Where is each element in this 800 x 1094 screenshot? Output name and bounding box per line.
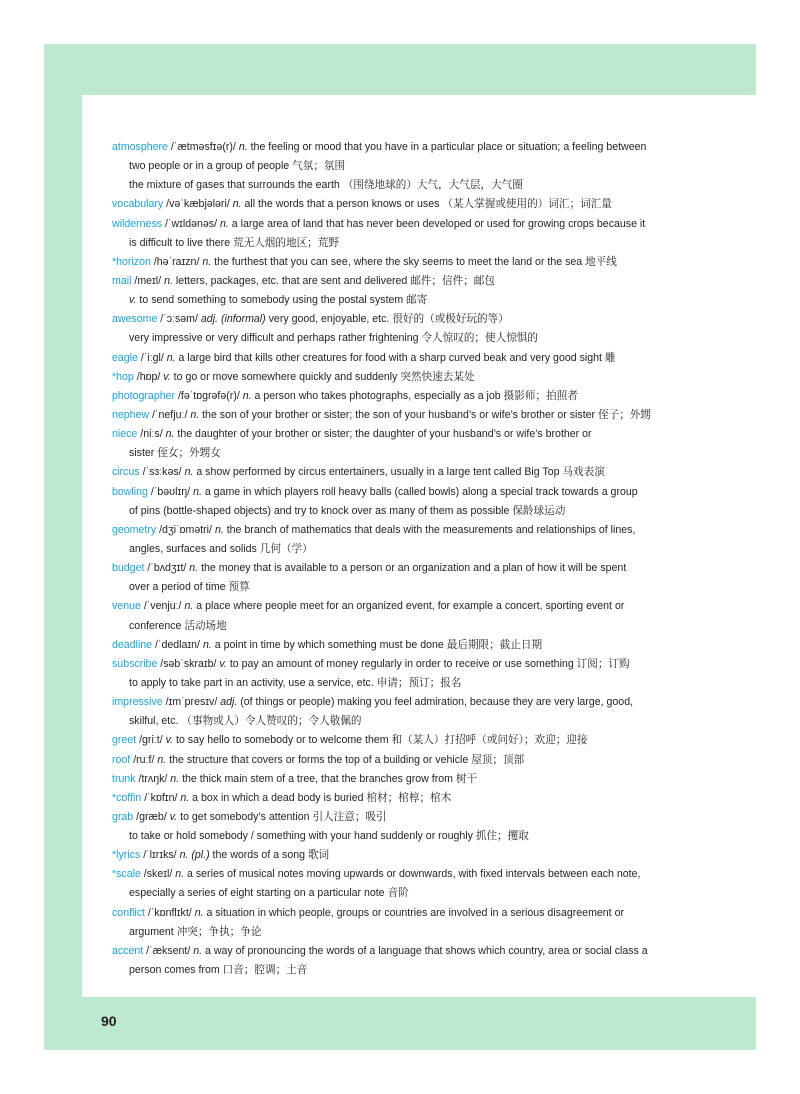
definition: a large area of land that has never been developed or used for growing crops because it [228, 217, 646, 230]
vocab-entry [112, 846, 682, 865]
definition: to say hello to somebody or to welcome them 和（某人）打招呼（或问好）；欢迎；迎接 [173, 734, 588, 747]
definition: to go or move somewhere quickly and suddenly 突然快速去某处 [170, 370, 475, 383]
definition: a series of musical notes moving upwards or downwards, with fixed intervals between each note, [184, 868, 641, 881]
phonetic: /ˈiːgl/ [137, 351, 167, 364]
definition: the thick main stem of a tree, that the branches grow from 树干 [179, 772, 478, 785]
definition: to pay an amount of money regularly in order to receive or use something 订阅；订购 [226, 657, 630, 670]
phonetic: /ˈkɒnflɪkt/ [144, 906, 195, 919]
vocab-entry [112, 138, 682, 157]
headword: deadline [112, 638, 153, 651]
phonetic: /trʌŋk/ [135, 772, 171, 785]
vocab-entry [112, 195, 682, 214]
part-of-speech: v. [165, 734, 174, 747]
phonetic: /ˈbʌdʒɪt/ [144, 562, 190, 575]
vocab-entry [112, 865, 682, 884]
headword: greet [112, 734, 137, 747]
part-of-speech: n. [166, 351, 176, 364]
part-of-speech: v. [219, 657, 227, 670]
part-of-speech: n. [184, 466, 194, 479]
vocab-entry-continuation [112, 827, 682, 846]
phonetic: /ˈsɜːkəs/ [139, 466, 185, 479]
vocab-entry-continuation [112, 674, 682, 693]
phonetic: /ˈæksent/ [143, 944, 194, 957]
headword: photographer [112, 389, 176, 402]
phonetic: /hɒp/ [133, 370, 164, 383]
headword: wilderness [112, 217, 163, 230]
headword: budget [112, 562, 145, 575]
usage-note: (informal) [218, 313, 266, 326]
vocab-entry-continuation [112, 884, 682, 903]
headword: mail [112, 274, 132, 287]
vocab-entry [112, 597, 682, 616]
headword: atmosphere [112, 141, 168, 153]
definition: (of things or people) making you feel admiration, because they are very large, good, [237, 696, 634, 709]
headword: trunk [112, 772, 136, 785]
part-of-speech: n. [202, 255, 212, 268]
vocab-entry-continuation [112, 923, 682, 942]
phonetic: /səbˈskraɪb/ [157, 657, 220, 670]
headword: *hop [112, 370, 134, 383]
part-of-speech: n. [184, 600, 194, 613]
phonetic: /ˈdedlaɪn/ [152, 638, 203, 651]
phonetic: /ˈwɪldənəs/ [162, 217, 220, 230]
part-of-speech: n. [220, 217, 229, 230]
definition: all the words that a person knows or uses （某人掌握或使用的）词汇；词汇量 [241, 198, 612, 211]
phonetic: /ruːf/ [130, 753, 158, 766]
headword: venue [112, 600, 141, 613]
definition-text: is difficult to live there 荒无人烟的地区；荒野 [129, 236, 339, 249]
part-of-speech: v. [129, 294, 137, 307]
vocab-entry [112, 272, 682, 291]
definition-text: to apply to take part in an activity, use a service, etc. 申请；预订；报名 [129, 676, 462, 689]
phonetic: /ˈnefjuː/ [149, 408, 191, 421]
part-of-speech: n. [189, 562, 199, 575]
definition: to send something to somebody using the postal system 邮寄 [136, 294, 428, 307]
definition-text: angles, surfaces and solids 几何（学） [129, 542, 313, 555]
phonetic: /ˈɔːsəm/ [157, 313, 201, 326]
phonetic: /dʒiˈɒmətri/ [156, 523, 215, 536]
definition-text: argument 冲突；争执；争论 [129, 925, 262, 938]
part-of-speech: adj. [220, 696, 238, 709]
part-of-speech: n. [238, 141, 248, 153]
definition: a way of pronouncing the words of a language that shows which country, area or social class a [202, 944, 648, 957]
vocab-entry-continuation [112, 617, 682, 636]
headword: nephew [112, 408, 150, 421]
part-of-speech: n. [194, 906, 204, 919]
headword: subscribe [112, 657, 158, 670]
part-of-speech: n. [202, 638, 212, 651]
part-of-speech: n. [157, 753, 167, 766]
phonetic: /ˈlɪrɪks/ [140, 849, 180, 862]
vocab-entry [112, 559, 682, 578]
definition: a point in time by which something must be done 最后期限；截止日期 [211, 638, 543, 651]
definition: the daughter of your brother or sister; the daughter of your husband’s or wife’s brother or [174, 428, 592, 441]
headword: awesome [112, 313, 158, 326]
vocab-entry [112, 942, 682, 961]
vocab-entry [112, 349, 682, 368]
usage-note: (pl.) [188, 849, 210, 862]
vocab-entry [112, 808, 682, 827]
vocab-entry-continuation [112, 234, 682, 253]
vocab-entry-continuation [112, 712, 682, 731]
definition: letters, packages, etc. that are sent and delivered 邮件；信件；邮包 [172, 274, 495, 287]
phonetic: /ˈætməsfɪə(r)/ [167, 141, 239, 153]
page-number: 90 [101, 1013, 117, 1029]
vocab-entry [112, 770, 682, 789]
vocab-entry-continuation [112, 578, 682, 597]
part-of-speech: v. [163, 370, 171, 383]
phonetic: /græb/ [133, 810, 170, 823]
vocab-entry-continuation [112, 329, 682, 348]
headword: conflict [112, 906, 145, 919]
phonetic: /griːt/ [136, 734, 166, 747]
part-of-speech: n. [193, 485, 202, 498]
vocab-entry [112, 655, 682, 674]
vocab-entry [112, 789, 682, 808]
phonetic: /ɪmˈpresɪv/ [162, 696, 221, 709]
vocab-entry [112, 253, 682, 272]
headword: eagle [112, 351, 138, 364]
definition: to get somebody’s attention 引人注意；吸引 [177, 810, 387, 823]
vocab-entry-continuation [112, 157, 682, 176]
definition-text: person comes from 口音；腔调；土音 [129, 964, 308, 977]
headword: niece [112, 428, 138, 441]
vocab-entry [112, 904, 682, 923]
part-of-speech: n. [190, 408, 200, 421]
definition-text: to take or hold somebody / something with your hand suddenly or roughly 抓住；攫取 [129, 830, 529, 843]
phonetic: /fəˈtɒgrəfə(r)/ [175, 389, 243, 402]
headword: geometry [112, 523, 157, 536]
vocab-entry-continuation [112, 502, 682, 521]
phonetic: /skeɪl/ [140, 868, 176, 881]
vocab-entry [112, 406, 682, 425]
definition: a large bird that kills other creatures for food with a sharp curved beak and very good sight 雕 [175, 351, 616, 364]
definition-text: the mixture of gases that surrounds the earth （围绕地球的）大气，大气层，大气圈 [129, 179, 523, 192]
headword: vocabulary [112, 198, 164, 211]
definition-text: over a period of time 预算 [129, 581, 250, 594]
vocab-entry [112, 483, 682, 502]
vocab-entry-continuation [112, 291, 682, 310]
definition: a box in which a dead body is buried 棺材；棺椁；棺木 [189, 791, 452, 804]
part-of-speech: v. [169, 810, 178, 823]
headword: *lyrics [112, 849, 141, 862]
vocab-entry [112, 215, 682, 234]
phonetic: /ˈkɒfɪn/ [141, 791, 181, 804]
vocabulary-list [112, 138, 682, 980]
phonetic: /ˈbəʊlɪŋ/ [147, 485, 194, 498]
definition: the money that is available to a person or an organization and a plan of how it will be spent [198, 562, 627, 575]
definition: a place where people meet for an organized event, for example a concert, sporting event or [193, 600, 625, 613]
definition: a person who takes photographs, especially as a job 摄影师；拍照者 [251, 389, 578, 402]
vocab-entry-continuation [112, 176, 682, 195]
definition: the structure that covers or forms the top of a building or vehicle 屋顶；顶部 [166, 753, 525, 766]
vocab-entry [112, 693, 682, 712]
part-of-speech: n. [214, 523, 224, 536]
definition-text: especially a series of eight starting on a particular note 音阶 [129, 887, 409, 900]
part-of-speech: n. [170, 772, 180, 785]
definition: the feeling or mood that you have in a particular place or situation; a feeling between [247, 141, 647, 153]
part-of-speech: n. [193, 944, 203, 957]
headword: *horizon [112, 255, 151, 268]
headword: impressive [112, 696, 163, 709]
definition-text: two people or in a group of people 气氛；氛围 [129, 160, 346, 173]
vocab-entry [112, 368, 682, 387]
part-of-speech: n. [164, 274, 173, 287]
vocab-entry [112, 521, 682, 540]
headword: bowling [112, 485, 148, 498]
phonetic: /vəˈkæbjələri/ [163, 198, 233, 211]
vocab-entry [112, 731, 682, 750]
vocab-entry [112, 310, 682, 329]
definition-text: very impressive or very difficult and perhaps rather frightening 令人惊叹的；使人惊惧的 [129, 332, 538, 345]
phonetic: /niːs/ [137, 428, 166, 441]
headword: *coffin [112, 791, 142, 804]
vocab-entry-continuation [112, 961, 682, 980]
vocab-entry-continuation [112, 444, 682, 463]
part-of-speech: n. [165, 428, 175, 441]
phonetic: /meɪl/ [131, 274, 165, 287]
headword: grab [112, 810, 134, 823]
part-of-speech: n. [175, 868, 185, 881]
part-of-speech: n. [232, 198, 242, 211]
vocab-entry [112, 463, 682, 482]
definition: a game in which players roll heavy balls (called bowls) along a special track towards a group [201, 485, 638, 498]
definition: the branch of mathematics that deals with the measurements and relationships of lines, [223, 523, 636, 536]
phonetic: /həˈraɪzn/ [150, 255, 203, 268]
vocab-entry [112, 387, 682, 406]
phonetic: /ˈvenjuː/ [140, 600, 185, 613]
part-of-speech: n. [242, 389, 252, 402]
part-of-speech: adj. [200, 313, 218, 326]
headword: *scale [112, 868, 141, 881]
definition-text: skilful, etc. （事物或人）令人赞叹的；令人敬佩的 [129, 715, 362, 728]
part-of-speech: n. [180, 791, 190, 804]
vocab-entry [112, 636, 682, 655]
definition: the son of your brother or sister; the son of your husband’s or wife’s brother or sister 侄子；外甥 [199, 408, 651, 421]
headword: circus [112, 466, 140, 479]
definition: a show performed by circus entertainers, usually in a large tent called Big Top 马戏表演 [193, 466, 605, 479]
vocab-entry [112, 751, 682, 770]
definition: the furthest that you can see, where the sky seems to meet the land or the sea 地平线 [211, 255, 617, 268]
headword: roof [112, 753, 131, 766]
part-of-speech: n. [179, 849, 189, 862]
definition-text: conference 活动场地 [129, 619, 227, 632]
vocab-entry-continuation [112, 540, 682, 559]
definition-text: sister 侄女；外甥女 [129, 447, 221, 460]
headword: accent [112, 944, 144, 957]
definition-text: of pins (bottle-shaped objects) and try to knock over as many of them as possible 保龄球运动 [129, 504, 566, 517]
definition: the words of a song 歌词 [209, 849, 330, 862]
vocab-entry [112, 425, 682, 444]
definition: a situation in which people, groups or countries are involved in a serious disagreement or [203, 906, 624, 919]
definition: very good, enjoyable, etc. 很好的（或极好玩的等） [265, 313, 509, 326]
